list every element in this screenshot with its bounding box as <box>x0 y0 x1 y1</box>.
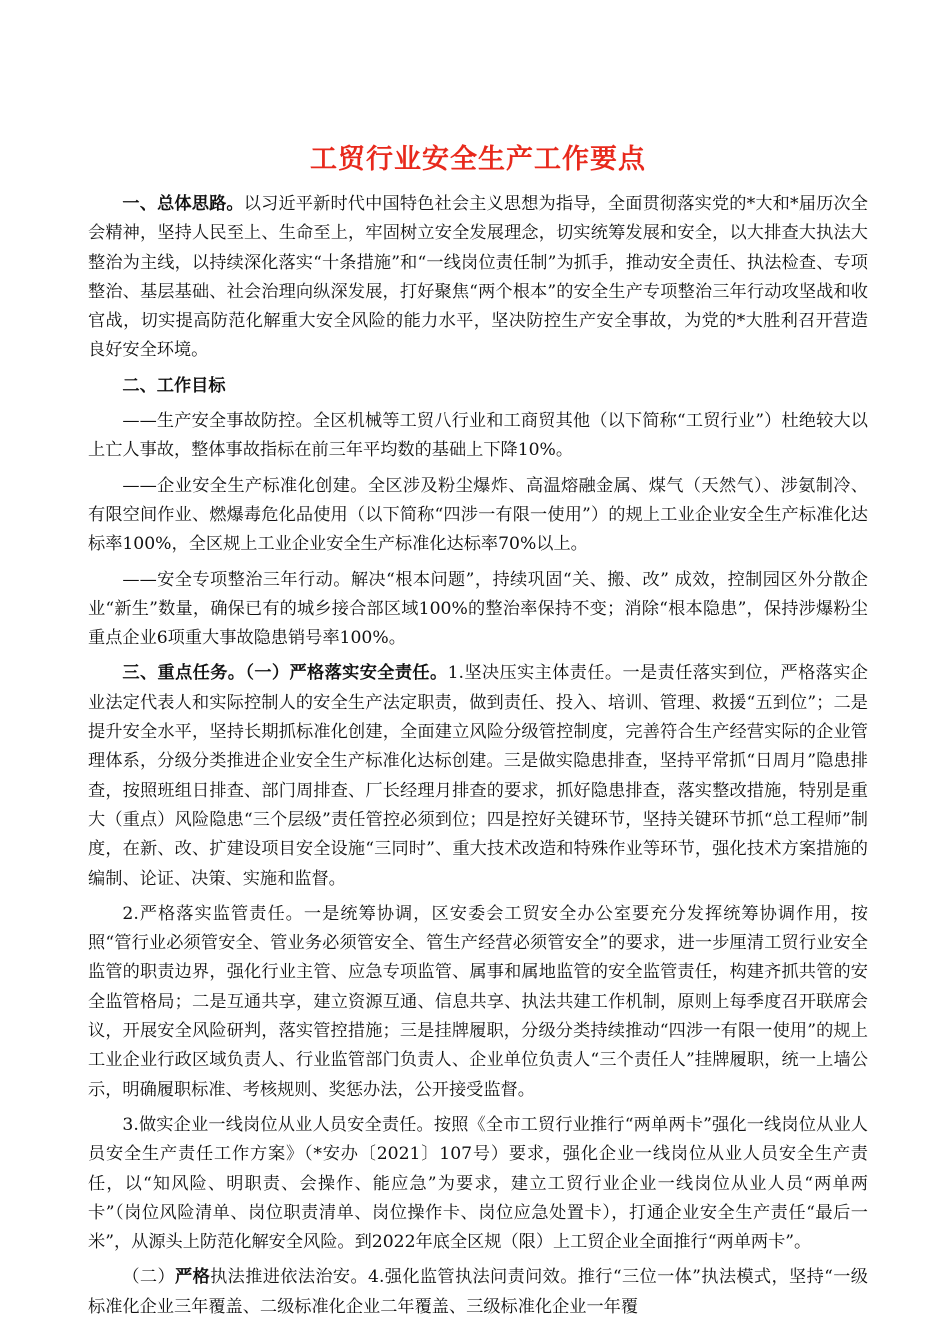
section-heading: 三、重点任务。（一）严格落实安全责任。 <box>122 663 448 684</box>
section-key-tasks <box>88 659 868 893</box>
goal-accident-control: ——生产安全事故防控。全区机械等工贸八行业和工商贸其他（以下简称“工贸行业”）杜绝较大以上亡人事故，整体事故指标在前三年平均数的基础上下降10%。 <box>88 411 868 461</box>
task-supervision-responsibility: 2.严格落实监管责任。一是统筹协调，区安委会工贸安全办公室要充分发挥统筹协调作用，按照“管行业必须管安全、管业务必须管安全、管生产经营必须管安全”的要求，进一步厘清工贸行业安全监管的职责边界，强化行业主管、应急专项监管、属事和属地监管的安全监管责任，构建齐抓共管的安全监管格局；二是互通共享，建立资源互通、信息共享、执法共建工作机制，原则上每季度召开联席会议，开展安全风险研判，落实管控措施；三是挂牌履职，分级分类持续推动“四涉一有限一使用”的规上工业企业行政区域负责人、行业监管部门负责人、企业单位负责人“三个责任人”挂牌履职，统一上墙公示，明确履职标准、考核规则、奖惩办法，公开接受监督。 <box>88 903 868 1100</box>
goal-special-rectification: ——安全专项整治三年行动。解决“根本问题”，持续巩固“关、搬、改” 成效，控制园区外分散企业“新生”数量，确保已有的城乡接合部区域100%的整治率保持不变；消除“根本隐患”，保持涉爆粉尘重点企业6项重大事故隐患销号率100%。 <box>88 569 868 649</box>
task-law-enforcement <box>88 1263 868 1322</box>
bold-text: 严格 <box>175 1267 211 1288</box>
paragraph-text: 1.坚决压实主体责任。一是责任落实到位，严格落实企业法定代表人和实际控制人的安全生产法定职责，做到责任、投入、培训、管理、救援“五到位”；二是提升安全水平，坚持长期抓标准化创建，全面建立风险分级管控制度，完善符合生产经营实际的企业管理体系，分级分类推进企业安全生产标准化达标创建。三是做实隐患排查，坚持平常抓“日周月”隐患排查，按照班组日排查、部门周排查、厂长经理月排查的要求，抓好隐患排查，落实整改措施，特别是重大（重点）风险隐患“三个层级”责任管控必须到位；四是控好关键环节，坚持关键环节抓“总工程师”制度，在新、改、扩建设项目安全设施“三同时”、重大技术改造和特殊作业等环节，强化技术方案措施的编制、论证、决策、实施和监督。 <box>88 663 868 889</box>
section-overall-approach <box>88 190 868 366</box>
paragraph-text: 执法推进依法治安。4.强化监管执法问责问效。推行“三位一体”执法模式，坚持“一级标准化企业三年覆盖、二级标准化企业二年覆盖、三级标准化企业一年覆 <box>88 1267 868 1317</box>
document-title: 工贸行业安全生产工作要点 <box>310 144 646 175</box>
document-page <box>88 140 868 1322</box>
paragraph-text: 以习近平新时代中国特色社会主义思想为指导，全面贯彻落实党的*大和*届历次全会精神，坚持人民至上、生命至上，牢固树立安全发展理念，切实统筹发展和安全，以大排查大执法大整治为主线，以持续深化落实“十条措施”和“一线岗位责任制”为抓手，推动安全责任、执法检查、专项整治、基层基础、社会治理向纵深发展，打好聚焦“两个根本”的安全生产专项整治三年行动攻坚战和收官战，切实提高防范化解重大安全风险的能力水平，坚决防控生产安全事故，为党的*大胜利召开营造良好安全环境。 <box>88 194 868 361</box>
goal-standardization: ——企业安全生产标准化创建。全区涉及粉尘爆炸、高温熔融金属、煤气（天然气）、涉氨制冷、有限空间作业、燃爆毒危化品使用（以下简称“四涉一有限一使用”）的规上工业企业安全生产标准化达标率100%，全区规上工业企业安全生产标准化达标率70%以上。 <box>88 475 868 555</box>
task-frontline-responsibility: 3.做实企业一线岗位从业人员安全责任。按照《全市工贸行业推行“两单两卡”强化一线岗位从业人员安全生产责任工作方案》（*安办〔2021〕107号）要求，强化企业一线岗位从业人员安全生产责任，以“知风险、明职责、会操作、能应急”为要求，建立工贸行业企业一线岗位从业人员“两单两卡”（岗位风险清单、岗位职责清单、岗位操作卡、岗位应急处置卡），打通企业安全生产责任“最后一米”，从源头上防范化解安全风险。到2022年底全区规（限）上工贸企业全面推行“两单两卡”。 <box>88 1114 868 1253</box>
paragraph-lead: （二） <box>122 1267 176 1288</box>
section-work-goals-heading: 二、工作目标 <box>122 375 226 396</box>
section-heading: 一、总体思路。 <box>122 194 244 214</box>
